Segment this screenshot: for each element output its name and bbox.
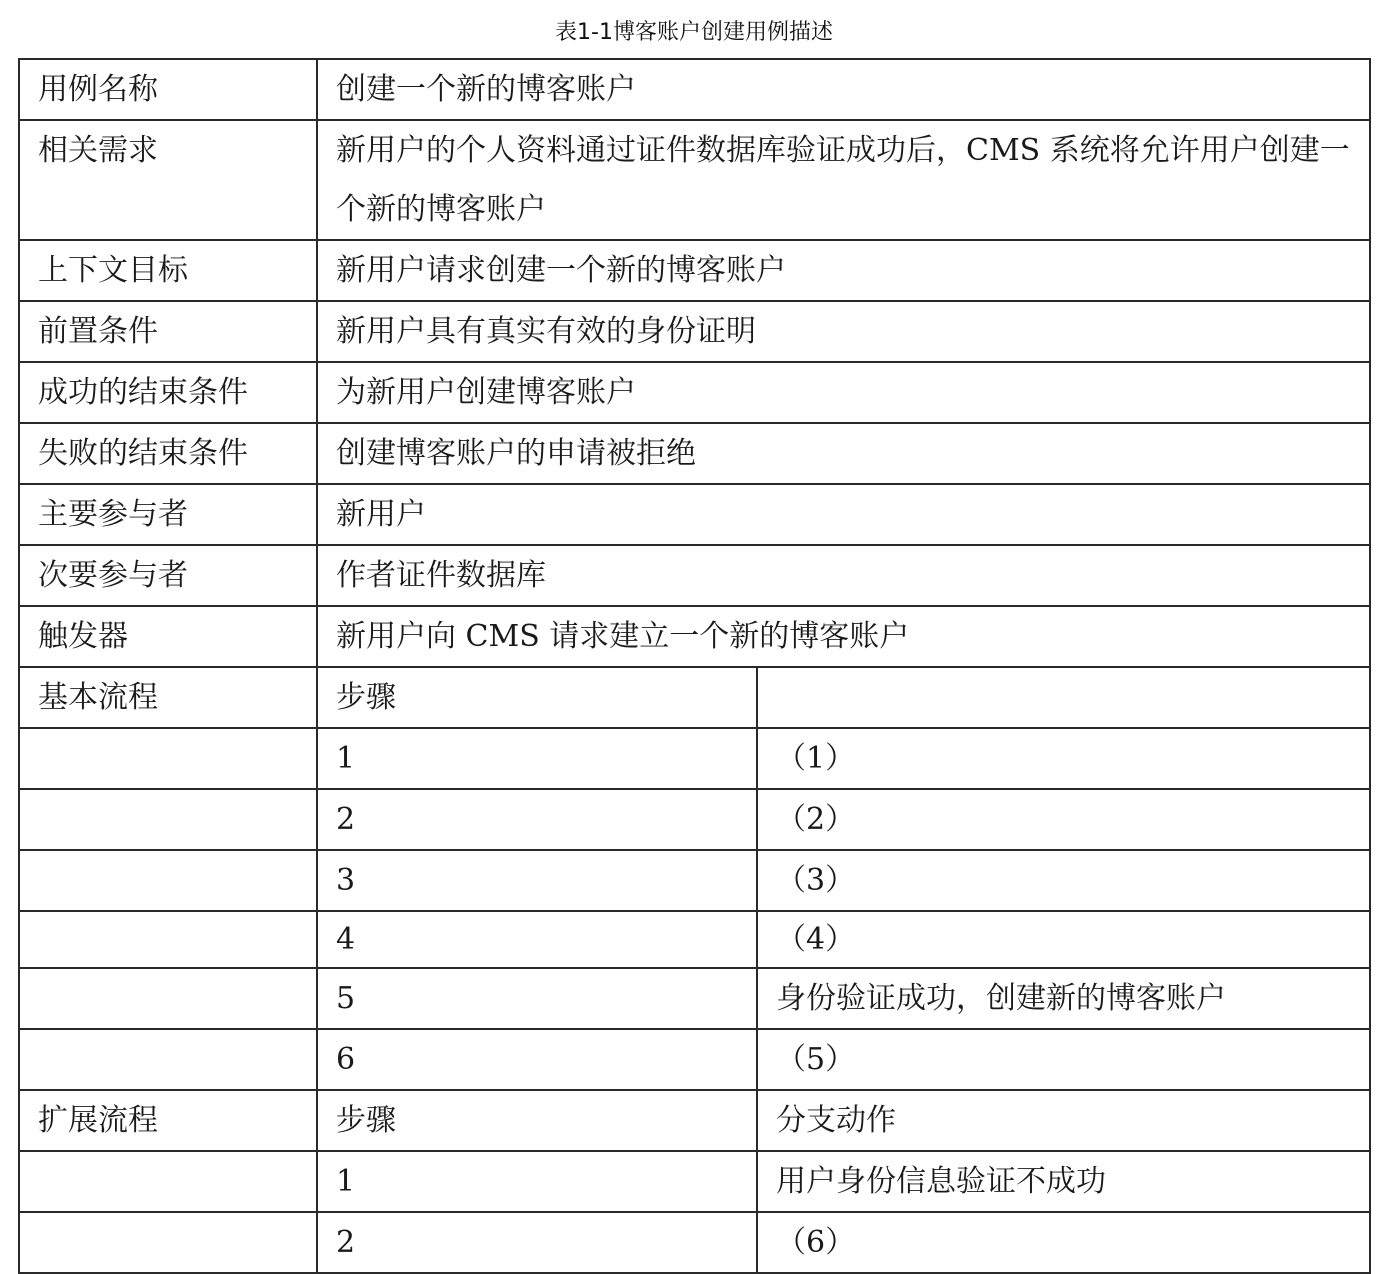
use-case-table (18, 58, 1371, 1274)
row-label: 前置条件 (19, 301, 317, 362)
table-row (19, 484, 1370, 545)
empty-cell (19, 1151, 317, 1212)
step-action: 用户身份信息验证不成功 (757, 1151, 1370, 1212)
step-number: 3 (317, 850, 757, 911)
table-row (19, 240, 1370, 301)
row-label: 成功的结束条件 (19, 362, 317, 423)
step-number: 2 (317, 1212, 757, 1273)
step-action: （6） (757, 1212, 1370, 1273)
row-label: 触发器 (19, 606, 317, 667)
extended-flow-label: 扩展流程 (19, 1090, 317, 1151)
empty-cell (19, 850, 317, 911)
row-value: 新用户的个人资料通过证件数据库验证成功后，CMS 系统将允许用户创建一个新的博客账户 (317, 120, 1370, 240)
basic-flow-step-row (19, 728, 1370, 789)
row-value: 新用户向 CMS 请求建立一个新的博客账户 (317, 606, 1370, 667)
row-value: 创建博客账户的申请被拒绝 (317, 423, 1370, 484)
row-value: 作者证件数据库 (317, 545, 1370, 606)
basic-flow-action-header (757, 667, 1370, 728)
basic-flow-step-row (19, 789, 1370, 850)
row-label: 主要参与者 (19, 484, 317, 545)
extended-flow-header-row (19, 1090, 1370, 1151)
row-label: 次要参与者 (19, 545, 317, 606)
row-label: 相关需求 (19, 120, 317, 240)
row-value: 创建一个新的博客账户 (317, 59, 1370, 120)
extended-flow-action-header: 分支动作 (757, 1090, 1370, 1151)
empty-cell (19, 789, 317, 850)
step-number: 6 (317, 1029, 757, 1090)
table-row (19, 301, 1370, 362)
row-value: 新用户请求创建一个新的博客账户 (317, 240, 1370, 301)
row-value: 新用户具有真实有效的身份证明 (317, 301, 1370, 362)
empty-cell (19, 728, 317, 789)
table-row (19, 423, 1370, 484)
row-value: 为新用户创建博客账户 (317, 362, 1370, 423)
step-number: 2 (317, 789, 757, 850)
row-label: 失败的结束条件 (19, 423, 317, 484)
row-label: 上下文目标 (19, 240, 317, 301)
step-number: 1 (317, 1151, 757, 1212)
table-caption: 表1-1博客账户创建用例描述 (555, 20, 833, 45)
step-number: 1 (317, 728, 757, 789)
step-action: （2） (757, 789, 1370, 850)
step-action: （3） (757, 850, 1370, 911)
extended-flow-step-header: 步骤 (317, 1090, 757, 1151)
step-number: 4 (317, 911, 757, 968)
basic-flow-step-row (19, 911, 1370, 968)
extended-flow-step-row (19, 1151, 1370, 1212)
empty-cell (19, 968, 317, 1029)
empty-cell (19, 1029, 317, 1090)
basic-flow-step-row (19, 1029, 1370, 1090)
basic-flow-header-row (19, 667, 1370, 728)
row-value: 新用户 (317, 484, 1370, 545)
table-row (19, 545, 1370, 606)
row-label: 用例名称 (19, 59, 317, 120)
table-row (19, 59, 1370, 120)
step-action: （5） (757, 1029, 1370, 1090)
step-action: 身份验证成功，创建新的博客账户 (757, 968, 1370, 1029)
table-row (19, 362, 1370, 423)
step-action: （1） (757, 728, 1370, 789)
empty-cell (19, 911, 317, 968)
step-number: 5 (317, 968, 757, 1029)
extended-flow-step-row (19, 1212, 1370, 1273)
table-row (19, 120, 1370, 240)
basic-flow-step-row (19, 968, 1370, 1029)
basic-flow-step-row (19, 850, 1370, 911)
step-action: （4） (757, 911, 1370, 968)
table-row (19, 606, 1370, 667)
empty-cell (19, 1212, 317, 1273)
basic-flow-step-header: 步骤 (317, 667, 757, 728)
basic-flow-label: 基本流程 (19, 667, 317, 728)
